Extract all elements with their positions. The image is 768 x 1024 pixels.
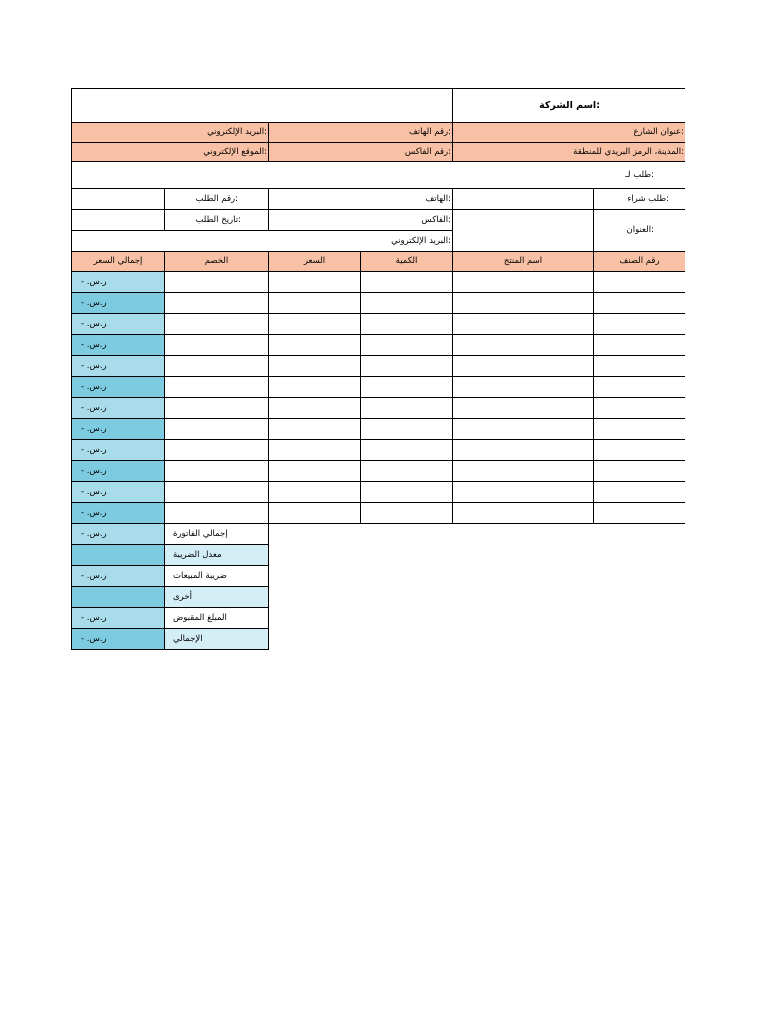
row-product-cell[interactable] [452,355,594,377]
row-discount-cell[interactable] [164,355,269,377]
row-quantity-cell[interactable] [360,313,453,335]
row-item-number-cell[interactable] [593,439,685,461]
row-total-cell: ر.س. - [71,313,165,335]
row-quantity-cell[interactable] [360,397,453,419]
street-address-label: عنوان الشارع: [452,122,685,143]
row-total-cell: ر.س. - [71,376,165,398]
row-item-number-cell[interactable] [593,502,685,524]
row-item-number-cell[interactable] [593,313,685,335]
row-price-cell[interactable] [268,313,361,335]
row-price-cell[interactable] [268,271,361,293]
row-item-number-cell[interactable] [593,460,685,482]
row-discount-cell[interactable] [164,397,269,419]
order-date-field[interactable] [71,209,165,231]
row-price-cell[interactable] [268,418,361,440]
row-quantity-cell[interactable] [360,418,453,440]
row-price-cell[interactable] [268,376,361,398]
row-quantity-cell[interactable] [360,439,453,461]
po-fax-label: الفاكس: [268,209,453,231]
company-logo-area[interactable] [71,88,453,123]
row-price-cell[interactable] [268,334,361,356]
po-label: طلب شراء: [593,188,685,210]
row-price-cell[interactable] [268,481,361,503]
row-product-cell[interactable] [452,397,594,419]
row-quantity-cell[interactable] [360,502,453,524]
row-item-number-cell[interactable] [593,355,685,377]
summary-label: الإجمالي [164,628,269,650]
row-discount-cell[interactable] [164,313,269,335]
company-name-label: اسم الشركة: [452,88,685,123]
city-zip-label: المدينة، الرمز البريدي للمنطقة: [452,142,685,162]
email-label: البريد الإلكتروني: [71,122,269,143]
row-discount-cell[interactable] [164,418,269,440]
row-item-number-cell[interactable] [593,334,685,356]
row-price-cell[interactable] [268,439,361,461]
col-product-name: اسم المنتج [452,251,594,272]
row-quantity-cell[interactable] [360,355,453,377]
row-quantity-cell[interactable] [360,481,453,503]
po-phone-label: الهاتف: [268,188,453,210]
row-total-cell: ر.س. - [71,439,165,461]
row-item-number-cell[interactable] [593,481,685,503]
summary-value [71,586,165,608]
row-product-cell[interactable] [452,292,594,314]
phone-label: رقم الهاتف: [268,122,453,143]
row-product-cell[interactable] [452,439,594,461]
row-item-number-cell[interactable] [593,271,685,293]
row-item-number-cell[interactable] [593,292,685,314]
row-discount-cell[interactable] [164,481,269,503]
website-label: الموقع الإلكتروني: [71,142,269,162]
row-item-number-cell[interactable] [593,376,685,398]
row-product-cell[interactable] [452,460,594,482]
row-total-cell: ر.س. - [71,271,165,293]
row-discount-cell[interactable] [164,376,269,398]
row-product-cell[interactable] [452,481,594,503]
row-item-number-cell[interactable] [593,418,685,440]
row-product-cell[interactable] [452,334,594,356]
purchase-order-sheet [71,88,685,649]
row-product-cell[interactable] [452,502,594,524]
col-item-number: رقم الصنف [593,251,685,272]
row-quantity-cell[interactable] [360,271,453,293]
row-discount-cell[interactable] [164,334,269,356]
row-quantity-cell[interactable] [360,292,453,314]
row-total-cell: ر.س. - [71,460,165,482]
po-address-field[interactable] [452,209,594,252]
summary-label: أخرى [164,586,269,608]
po-address-label: العنوان: [593,209,685,252]
summary-value: ر.س. - [71,565,165,587]
row-product-cell[interactable] [452,418,594,440]
summary-value [71,544,165,566]
row-total-cell: ر.س. - [71,502,165,524]
row-price-cell[interactable] [268,460,361,482]
summary-label: معدل الضريبة [164,544,269,566]
row-price-cell[interactable] [268,502,361,524]
row-product-cell[interactable] [452,271,594,293]
order-number-label: رقم الطلب: [164,188,269,210]
fax-label: رقم الفاكس: [268,142,453,162]
po-email-label: البريد الإلكتروني: [71,230,453,252]
po-number-field[interactable] [452,188,594,210]
col-discount: الخصم [164,251,269,272]
row-price-cell[interactable] [268,397,361,419]
row-total-cell: ر.س. - [71,397,165,419]
row-discount-cell[interactable] [164,271,269,293]
row-quantity-cell[interactable] [360,334,453,356]
order-for-label: طلب لـ: [71,161,685,189]
summary-label: ضريبة المبيعات [164,565,269,587]
row-price-cell[interactable] [268,355,361,377]
row-discount-cell[interactable] [164,460,269,482]
row-product-cell[interactable] [452,313,594,335]
row-discount-cell[interactable] [164,292,269,314]
summary-label: المبلغ المقبوض [164,607,269,629]
order-number-field[interactable] [71,188,165,210]
row-total-cell: ر.س. - [71,481,165,503]
row-quantity-cell[interactable] [360,376,453,398]
row-item-number-cell[interactable] [593,397,685,419]
row-total-cell: ر.س. - [71,418,165,440]
col-quantity: الكمية [360,251,453,272]
row-total-cell: ر.س. - [71,334,165,356]
row-discount-cell[interactable] [164,439,269,461]
summary-value: ر.س. - [71,607,165,629]
col-total-price: إجمالي السعر [71,251,165,272]
row-quantity-cell[interactable] [360,460,453,482]
summary-value: ر.س. - [71,628,165,650]
row-product-cell[interactable] [452,376,594,398]
summary-value: ر.س. - [71,523,165,545]
row-price-cell[interactable] [268,292,361,314]
row-discount-cell[interactable] [164,502,269,524]
col-price: السعر [268,251,361,272]
order-date-label: تاريخ الطلب: [164,209,269,231]
row-total-cell: ر.س. - [71,292,165,314]
summary-label: إجمالي الفاتورة [164,523,269,545]
row-total-cell: ر.س. - [71,355,165,377]
